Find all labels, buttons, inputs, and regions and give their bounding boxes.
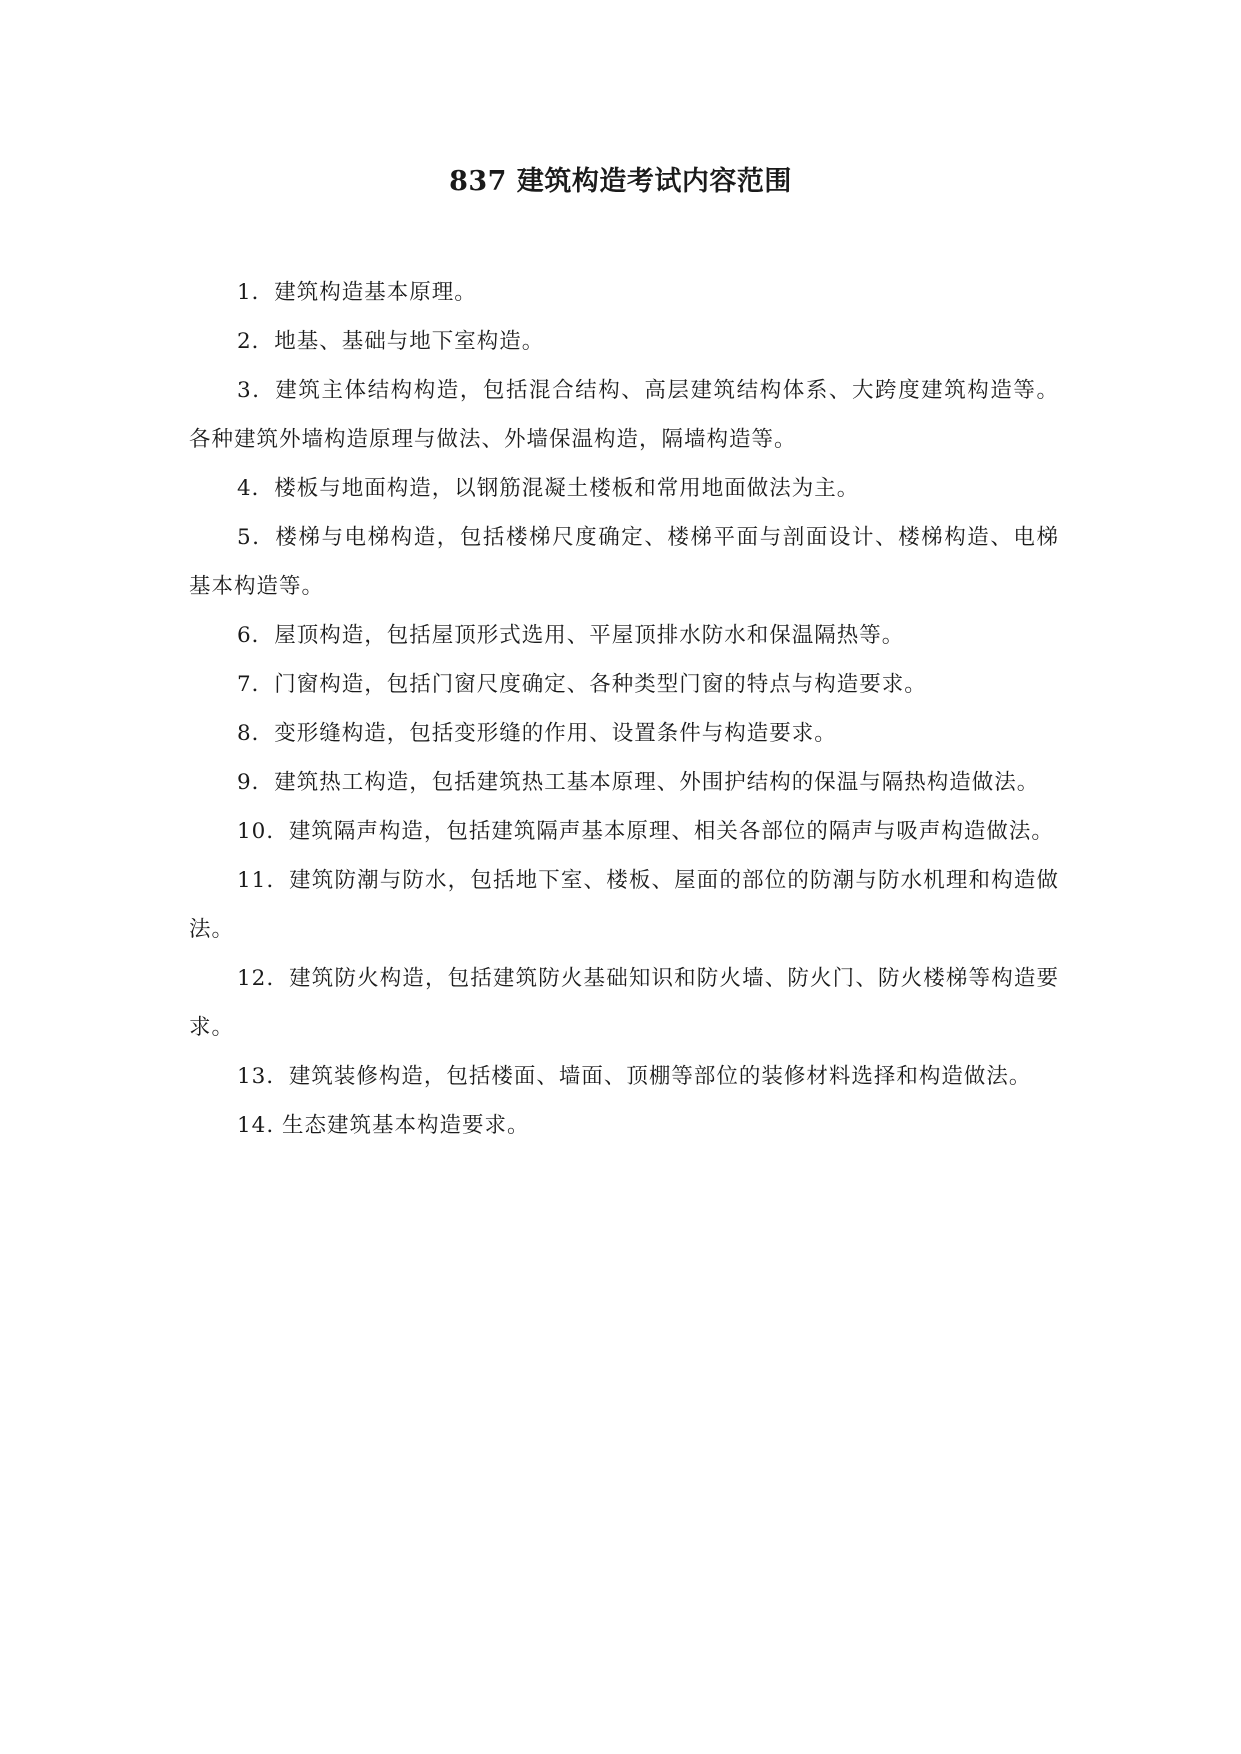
item-number: 14. [237, 1113, 283, 1138]
item-text: 建筑隔声构造，包括建筑隔声基本原理、相关各部位的隔声与吸声构造做法。 [288, 819, 1054, 844]
item-text: 门窗构造，包括门窗尺度确定、各种类型门窗的特点与构造要求。 [274, 672, 927, 697]
document-title: 837 建筑构造考试内容范围 [449, 166, 792, 197]
list-item [189, 317, 1059, 366]
item-text: 屋顶构造，包括屋顶形式选用、平屋顶排水防水和保温隔热等。 [274, 623, 905, 648]
item-number: 1． [237, 280, 275, 305]
item-number: 4． [237, 476, 275, 501]
list-item [189, 611, 1059, 660]
exam-scope-list [189, 268, 1059, 1150]
item-number: 9． [237, 770, 275, 795]
list-item [189, 513, 1059, 611]
item-number: 10． [237, 819, 289, 844]
list-item [189, 268, 1059, 317]
item-number: 7． [237, 672, 275, 697]
item-number: 3． [237, 378, 276, 403]
list-item [189, 1052, 1059, 1101]
item-text: 建筑构造基本原理。 [274, 280, 477, 305]
item-text: 楼梯与电梯构造，包括楼梯尺度确定、楼梯平面与剖面设计、楼梯构造、电梯基本构造等。 [189, 525, 1059, 599]
list-item [189, 1101, 1059, 1150]
item-number: 5． [237, 525, 276, 550]
item-number: 8． [237, 721, 275, 746]
list-item [189, 954, 1059, 1052]
item-text: 建筑主体结构构造，包括混合结构、高层建筑结构体系、大跨度建筑构造等。各种建筑外墙构造原理与做法、外墙保温构造，隔墙构造等。 [189, 378, 1059, 452]
item-number: 13． [237, 1064, 289, 1089]
item-text: 建筑热工构造，包括建筑热工基本原理、外围护结构的保温与隔热构造做法。 [274, 770, 1040, 795]
list-item [189, 660, 1059, 709]
item-text: 建筑装修构造，包括楼面、墙面、顶棚等部位的装修材料选择和构造做法。 [288, 1064, 1032, 1089]
list-item [189, 807, 1059, 856]
list-item [189, 856, 1059, 954]
item-text: 生态建筑基本构造要求。 [282, 1113, 530, 1138]
item-text: 建筑防火构造，包括建筑防火基础知识和防火墙、防火门、防火楼梯等构造要求。 [189, 966, 1059, 1040]
list-item [189, 758, 1059, 807]
list-item [189, 366, 1059, 464]
item-text: 地基、基础与地下室构造。 [274, 329, 545, 354]
item-text: 楼板与地面构造，以钢筋混凝土楼板和常用地面做法为主。 [274, 476, 860, 501]
item-number: 12． [237, 966, 290, 991]
item-number: 2． [237, 329, 275, 354]
list-item [189, 464, 1059, 513]
item-text: 变形缝构造，包括变形缝的作用、设置条件与构造要求。 [274, 721, 837, 746]
item-number: 6． [237, 623, 275, 648]
item-number: 11． [237, 868, 290, 893]
list-item [189, 709, 1059, 758]
item-text: 建筑防潮与防水，包括地下室、楼板、屋面的部位的防潮与防水机理和构造做法。 [189, 868, 1059, 942]
